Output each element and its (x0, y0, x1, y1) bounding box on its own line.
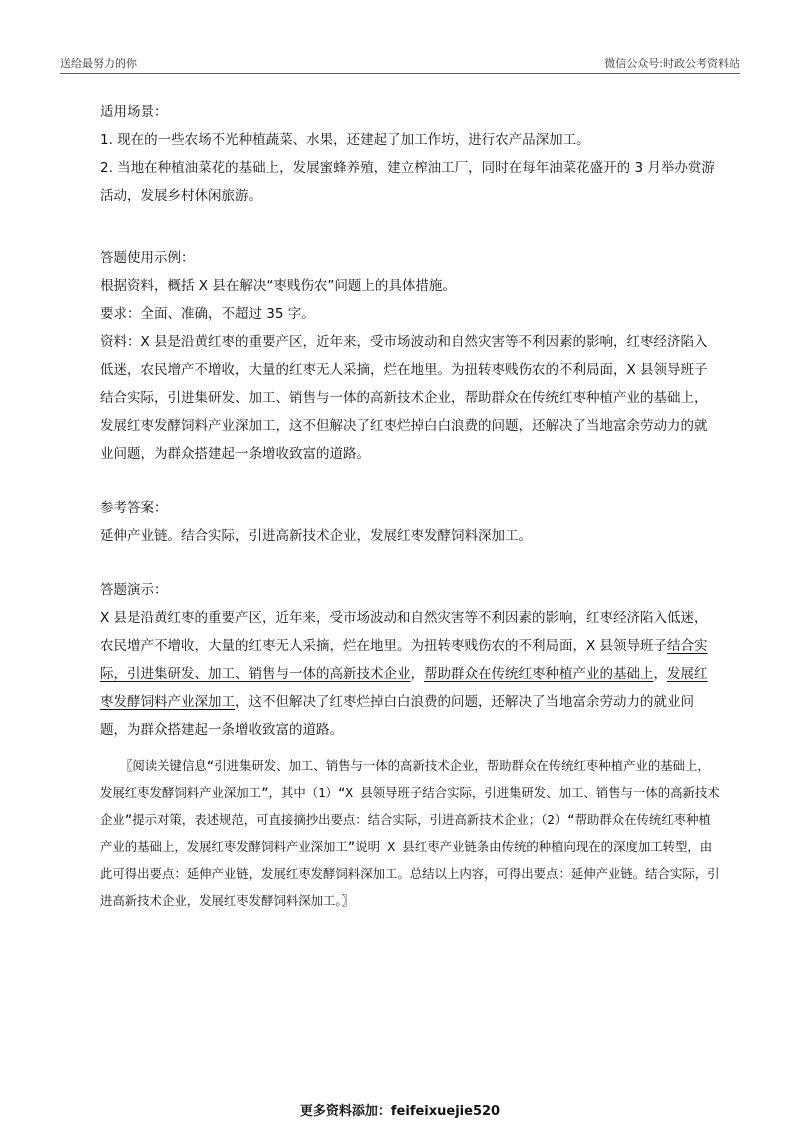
demo-underline-1: 结合实际，引进集研发、加工、销售与一体的高新技术企业 (100, 638, 708, 682)
scenario-title: 适用场景： (100, 104, 168, 120)
reference-answer: 延伸产业链。结合实际，引进高新技术企业，发展红枣发酵饲料深加工。 (100, 528, 532, 544)
example-requirement: 要求：全面、准确，不超过 35 字。 (100, 306, 315, 322)
demo-text-4: ，这不但解决了红枣烂掉白白浪费的问题，还解决了当地富余劳动力的就业问题，为群众搭建起一条增收致富的道路。 (100, 694, 694, 738)
demo-underline-3: 发展红枣发酵饲料产业深加工 (100, 666, 708, 710)
demo-text-2: ， (410, 666, 424, 682)
page-header (60, 55, 740, 71)
example-question: 根据资料，概括 X 县在解决“枣贱伤农”问题上的具体措施。 (100, 278, 456, 294)
demo-material (100, 604, 720, 744)
demo-text-3: ， (653, 666, 667, 682)
example-material: 资料：X 县是沿黄红枣的重要产区，近年来，受市场波动和自然灾害等不利因素的影响，红枣经济陷入低迷，农民增产不增收，大量的红枣无人采摘，烂在地里。为扭转枣贱伤农的不利局面，X 县领导班子结合实际，引进集研发、加工、销售与一体的高新技术企业，帮助群众在传统红枣种植产业的基础上，发展红枣发酵饲料产业深加工，这不但解决了红枣烂掉白白浪费的问题，还解决了当地富余劳动力的就业问题，为群众搭建起一条增收致富的道路。 (100, 334, 708, 462)
header-wechat-account: 微信公众号:时政公考资料站 (604, 57, 740, 70)
page-footer: 更多资料添加：feifeixuejie520 (299, 1104, 501, 1119)
header-divider (60, 73, 740, 74)
demo-analysis: 〖阅读关键信息“引进集研发、加工、销售与一体的高新技术企业，帮助群众在传统红枣种植产业的基础上，发展红枣发酵饲料产业深加工”，其中（1）“X 县领导班子结合实际，引进集研发、加工、销售与一体的高新技术企业”提示对策，表述规范，可直接摘抄出要点：结合实际，引进高新技术企业；（2）“帮助群众在传统红枣种植产业的基础上，发展红枣发酵饲料产业深加工”说明 X 县红枣产业链条由传统的种植向现在的深度加工转型，由此可得出要点：延伸产业链，发展红枣发酵饲料深加工。总结以上内容，可得出要点：延伸产业链。结合实际，引进高新技术企业，发展红枣发酵饲料深加工。〗 (100, 758, 720, 908)
document-body (100, 98, 720, 914)
scenario-item-1: 1. 现在的一些农场不光种植蔬菜、水果，还建起了加工作坊，进行农产品深加工。 (100, 132, 590, 148)
demo-title: 答题演示： (100, 582, 168, 598)
header-slogan: 送给最努力的你 (60, 57, 137, 70)
reference-title: 参考答案： (100, 500, 168, 516)
scenario-item-2: 2. 当地在种植油菜花的基础上，发展蜜蜂养殖，建立榨油工厂，同时在每年油菜花盛开的 3 月举办赏游活动，发展乡村休闲旅游。 (100, 160, 715, 204)
demo-underline-2: 帮助群众在传统红枣种植产业的基础上 (424, 666, 654, 682)
demo-text-1: X 县是沿黄红枣的重要产区，近年来，受市场波动和自然灾害等不利因素的影响，红枣经济陷入低迷，农民增产不增收，大量的红枣无人采摘，烂在地里。为扭转枣贱伤农的不利局面，X 县领导班子 (100, 610, 708, 654)
example-title: 答题使用示例： (100, 250, 195, 266)
